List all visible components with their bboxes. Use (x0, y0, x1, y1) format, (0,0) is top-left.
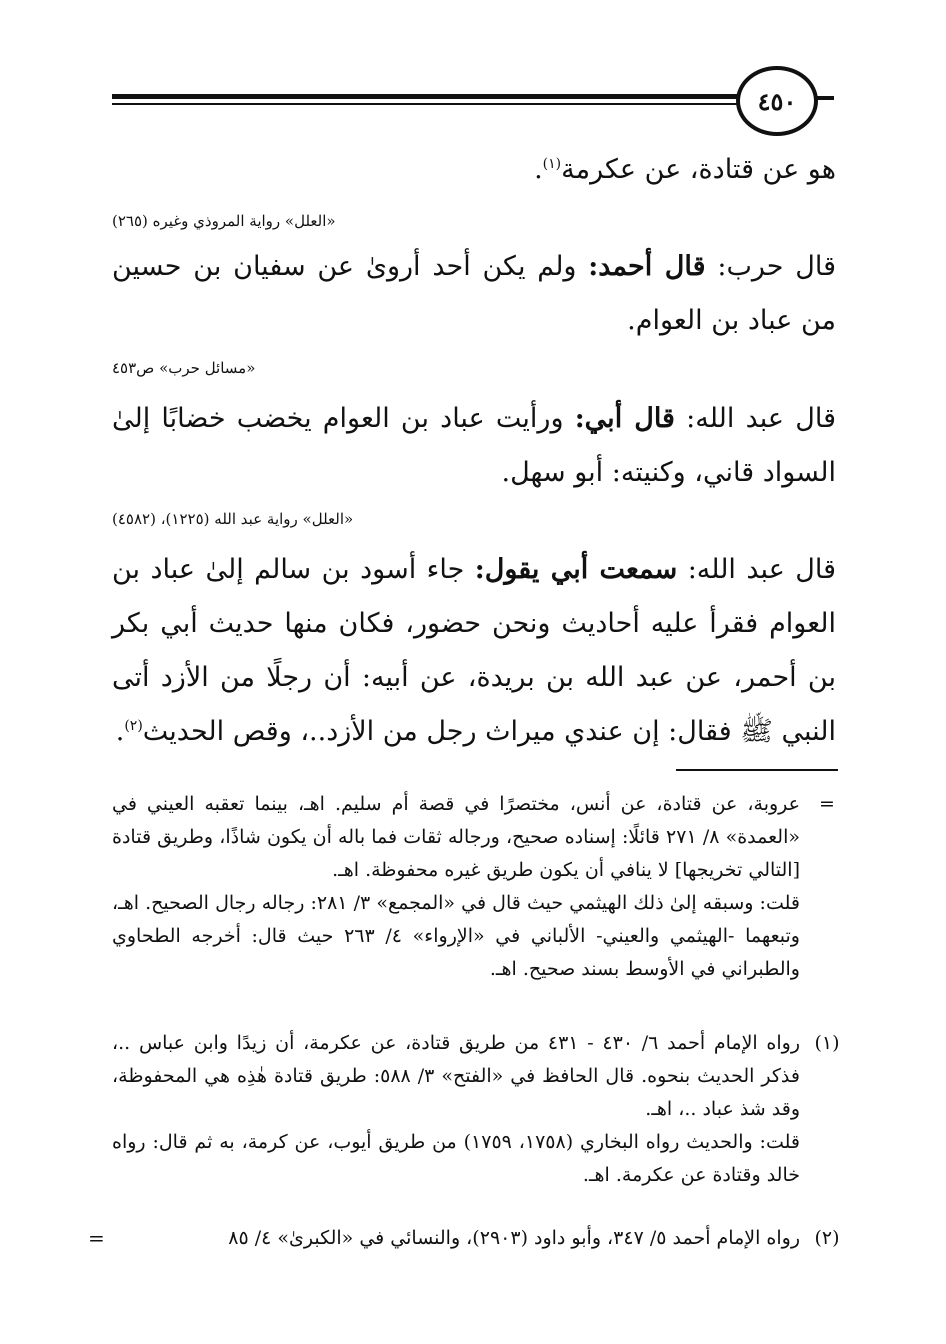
footnote-paragraph: عروبة، عن قتادة، عن أنس، مختصرًا في قصة أم سليم. اهـ، بينما تعقبه العيني في «العمدة» ٨/ ٢٧١ قائلًا: إسناده صحيح، ورجاله ثقات فما باله أن يكون شاذًا، وطريق قتادة [التالي تخريجها] لا ينافي أن يكون طريق غيره محفوظة. اهـ. (112, 793, 801, 881)
header-rule (112, 94, 738, 99)
source-text: «مسائل حرب» ص٤٥٣ (112, 359, 256, 377)
paragraph-lead: قال حرب: (705, 251, 836, 282)
footnote-ref: (١) (542, 156, 562, 172)
page-number: ٤٥٠ (736, 66, 818, 136)
paragraph-1 (112, 143, 836, 197)
paragraph-3 (112, 392, 836, 500)
footnote-1 (112, 1027, 842, 1192)
footnote-paragraph: قلت: وسبقه إلىٰ ذلك الهيثمي حيث قال في «المجمع» ٣/ ٢٨١: رجاله رجال الصحيح. اهـ، وتبعهما -الهيثمي والعيني- الألباني في «الإرواء» ٤/ ٢٦٣ حيث قال: أخرجه الطحاوي والطبراني في الأوسط بسند صحيح. اهـ. (112, 892, 800, 980)
footnote-paragraph: قلت: والحديث رواه البخاري (١٧٥٨، ١٧٥٩) من طريق أيوب، عن كرمة، به ثم قال: رواه خالد وقتادة عن عكرمة. اهـ. (112, 1131, 800, 1186)
source-citation-1 (112, 210, 836, 232)
paragraph-text: ورأيت عباد بن العوام يخضب خضابًا إلىٰ السواد قاني، وكنيته: أبو سهل. (112, 403, 836, 488)
paragraph-text: ولم يكن أحد أروىٰ عن سفيان بن حسين من عباد بن العوام. (112, 251, 836, 336)
paragraph-end: . (534, 154, 543, 185)
footnote-paragraph: رواه الإمام أحمد ٦/ ٤٣٠ - ٤٣١ من طريق قتادة، عن عكرمة، أن زيدًا وابن عباس ..، فذكر الحديث بنحوه. قال الحافظ في «الفتح» ٣/ ٥٨٨: طريق قتادة هٰذِه هي المحفوظة، وقد شذ عباد ..، اهـ. (112, 1032, 800, 1120)
footnote-ref: (٢) (124, 718, 143, 734)
paragraph-4 (112, 543, 836, 759)
quote-attribution: قال أبي: (574, 403, 675, 434)
paragraph-text: جاء أسود بن سالم إلىٰ عباد بن العوام فقرأ عليه أحاديث ونحن حضور، فكان منها حديث أبي بكر بن أحمر، عن عبد الله بن بريدة، عن أبيه: أن رجلًا من الأزد أتى النبي ﷺ فقال: إن عندي ميراث رجل من الأزد..، وقص الحديث (112, 554, 836, 747)
footnote-mark: (٢) (814, 1227, 840, 1249)
paragraph-end: . (115, 716, 125, 747)
header-rule-thin (112, 103, 738, 105)
quote-attribution: قال أحمد: (588, 251, 706, 282)
footnote-continuation-mark: = (88, 1226, 105, 1250)
paragraph-lead: قال عبد الله: (674, 403, 836, 434)
source-citation-2 (112, 357, 836, 379)
footnote-continued (112, 788, 842, 986)
paragraph-2 (112, 240, 836, 348)
paragraph-text: هو عن قتادة، عن عكرمة (561, 154, 836, 185)
footnote-paragraph: رواه الإمام أحمد ٥/ ٣٤٧، وأبو داود (٢٩٠٣)، والنسائي في «الكبرىٰ» ٤/ ٨٥ (228, 1227, 800, 1249)
footnote-2 (112, 1222, 842, 1255)
quote-attribution: سمعت أبي يقول: (474, 554, 678, 585)
footnote-mark: = (819, 793, 835, 815)
paragraph-lead: قال عبد الله: (677, 554, 836, 585)
footnote-mark: (١) (814, 1032, 840, 1054)
footnote-separator (676, 769, 838, 771)
source-citation-3 (112, 508, 836, 530)
source-text: «العلل» رواية المروذي وغيره (٢٦٥) (112, 212, 336, 230)
source-text: «العلل» رواية عبد الله (١٢٢٥)، (٤٥٨٢) (112, 510, 354, 528)
